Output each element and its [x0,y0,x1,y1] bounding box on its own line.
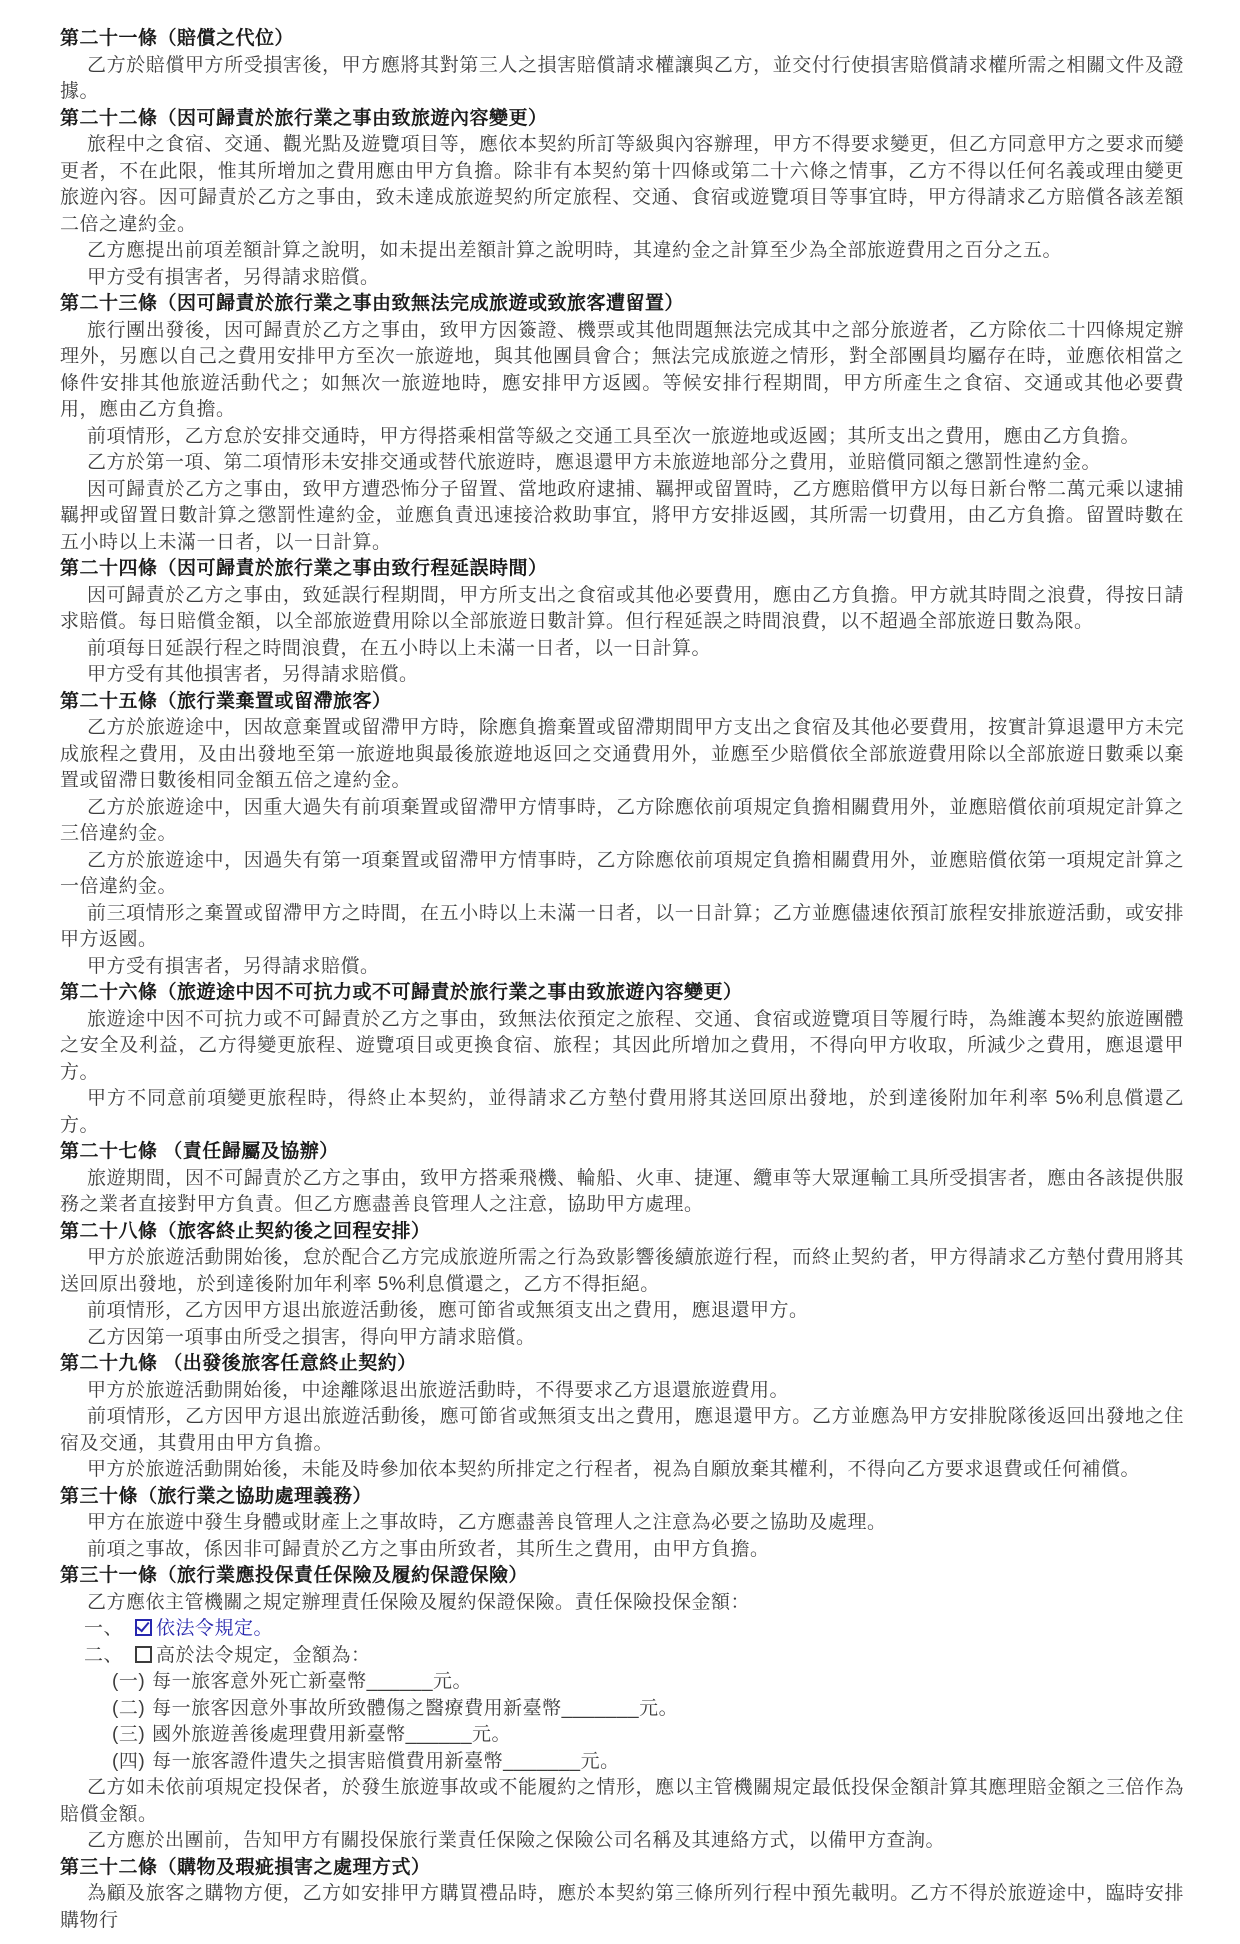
paragraph: 乙方於旅遊途中，因故意棄置或留滯甲方時，除應負擔棄置或留滯期間甲方支出之食宿及其他必要費用，按實計算退還甲方未完成旅程之費用，及由出發地至第一旅遊地與最後旅遊地返回之交通費用外，並應至少賠償依全部旅遊費用除以全部旅遊日數乘以棄置或留滯日數後相同金額五倍之違約金。 [60,717,1184,791]
paragraph: 為顧及旅客之購物方便，乙方如安排甲方購買禮品時，應於本契約第三條所列行程中預先載明。乙方不得於旅遊途中，臨時安排購物行 [60,1883,1184,1931]
article-heading: 第二十五條（旅行業棄置或留滯旅客） [60,690,392,712]
article-heading: 第二十一條（賠償之代位） [60,28,295,49]
article-heading: 第二十七條 （責任歸屬及協辦） [60,1141,339,1162]
insurance-amount-item [60,1722,1184,1749]
paragraph: 旅遊途中因不可抗力或不可歸責於乙方之事由，致無法依預定之旅程、交通、食宿或遊覽項目等履行時，為維護本契約旅遊團體之安全及利益，乙方得變更旅程、遊覽項目或更換食宿、旅程；其因此所增加之費用，不得向甲方收取，所減少之費用，應退還甲方。 [60,1008,1184,1083]
article-heading: 第二十九條 （出發後旅客任意終止契約） [60,1353,417,1374]
checkbox-unchecked-icon[interactable] [135,1646,152,1663]
paragraph: 乙方應於出團前，告知甲方有關投保旅行業責任保險之保險公司名稱及其連絡方式，以備甲方查詢。 [87,1830,946,1851]
checkbox-checked-icon[interactable] [135,1619,152,1636]
insurance-option-item [60,1616,1184,1643]
paragraph: 甲方在旅遊中發生身體或財產上之事故時，乙方應盡善良管理人之注意為必要之協助及處理。 [87,1512,887,1533]
paragraph: 前三項情形之棄置或留滯甲方之時間，在五小時以上未滿一日者，以一日計算；乙方並應儘速依預訂旅程安排旅遊活動，或安排甲方返國。 [60,902,1184,950]
article-heading: 第二十六條（旅遊途中因不可抗力或不可歸責於旅行業之事由致旅遊內容變更） [60,982,743,1003]
sub-item-number: (三) [112,1724,146,1745]
paragraph: 甲方不同意前項變更旅程時，得終止本契約，並得請求乙方墊付費用將其送回原出發地，於到達後附加年利率 5%利息償還乙方。 [60,1088,1184,1136]
document-body [60,26,1184,1934]
paragraph: 旅行團出發後，因可歸責於乙方之事由，致甲方因簽證、機票或其他問題無法完成其中之部分旅遊者，乙方除依二十四條規定辦理外，另應以自己之費用安排甲方至次一旅遊地，與其他團員會合；無法完成旅遊之情形，對全部團員均屬存在時，並應依相當之條件安排其他旅遊活動代之；如無次一旅遊地時，應安排甲方返國。等候安排行程期間，甲方所產生之食宿、交通或其他必要費用，應由乙方負擔。 [60,319,1184,420]
paragraph: 旅程中之食宿、交通、觀光點及遊覽項目等，應依本契約所訂等級與內容辦理，甲方不得要求變更，但乙方同意甲方之要求而變更者，不在此限，惟其所增加之費用應由甲方負擔。除非有本契約第十四條或第二十六條之情事，乙方不得以任何名義或理由變更旅遊內容。因可歸責於乙方之事由，致未達成旅遊契約所定旅程、交通、食宿或遊覽項目等事宜時，甲方得請求乙方賠償各該差額二倍之違約金。 [60,134,1184,235]
paragraph: 乙方於旅遊途中，因過失有第一項棄置或留滯甲方情事時，乙方除應依前項規定負擔相關費用外，並應賠償依第一項規定計算之一倍違約金。 [60,849,1184,897]
option-label: 依法令規定。 [156,1618,274,1639]
sub-item-label: 每一旅客意外死亡新臺幣______元。 [152,1671,473,1692]
paragraph: 乙方應提出前項差額計算之說明，如未提出差額計算之說明時，其違約金之計算至少為全部旅遊費用之百分之五。 [87,240,1063,261]
paragraph: 乙方應依主管機關之規定辦理責任保險及履約保證保險。責任保險投保金額： [87,1591,751,1613]
sub-item-label: 每一旅客因意外事故所致體傷之醫療費用新臺幣_______元。 [152,1697,679,1719]
article-heading: 第二十四條（因可歸責於旅行業之事由致行程延誤時間） [60,558,548,579]
insurance-amount-item [60,1749,1184,1776]
paragraph: 乙方於第一項、第二項情形未安排交通或替代旅遊時，應退還甲方未旅遊地部分之費用，並賠償同額之懲罰性違約金。 [87,452,1102,473]
paragraph: 乙方於旅遊途中，因重大過失有前項棄置或留滯甲方情事時，乙方除應依前項規定負擔相關費用外，並應賠償依前項規定計算之三倍違約金。 [60,796,1184,844]
article-heading: 第二十三條（因可歸責於旅行業之事由致無法完成旅遊或致旅客遭留置） [60,293,685,314]
paragraph: 前項情形，乙方怠於安排交通時，甲方得搭乘相當等級之交通工具至次一旅遊地或返國；其所支出之費用，應由乙方負擔。 [87,425,1141,447]
paragraph: 甲方於旅遊活動開始後，怠於配合乙方完成旅遊所需之行為致影響後續旅遊行程，而終止契約者，甲方得請求乙方墊付費用將其送回原出發地，於到達後附加年利率 5%利息償還之，乙方不得拒絕。 [60,1247,1184,1295]
article-heading: 第三十二條（購物及瑕疵損害之處理方式） [60,1856,431,1878]
option-number: 一、 [84,1618,124,1639]
paragraph: 前項情形，乙方因甲方退出旅遊活動後，應可節省或無須支出之費用，應退還甲方。乙方並應為甲方安排脫隊後返回出發地之住宿及交通，其費用由甲方負擔。 [60,1406,1184,1454]
paragraph: 乙方於賠償甲方所受損害後，甲方應將其對第三人之損害賠償請求權讓與乙方，並交付行使損害賠償請求權所需之相關文件及證據。 [60,54,1184,102]
insurance-option-item [60,1643,1184,1670]
paragraph: 前項每日延誤行程之時間浪費，在五小時以上未滿一日者，以一日計算。 [87,637,712,659]
insurance-amount-item [60,1696,1184,1723]
article-heading: 第二十八條（旅客終止契約後之回程安排） [60,1220,431,1242]
article-heading: 第三十條（旅行業之協助處理義務） [60,1485,373,1507]
paragraph: 前項情形，乙方因甲方退出旅遊活動後，應可節省或無須支出之費用，應退還甲方。 [87,1300,809,1321]
paragraph: 旅遊期間，因不可歸責於乙方之事由，致甲方搭乘飛機、輪船、火車、捷運、纜車等大眾運輸工具所受損害者，應由各該提供服務之業者直接對甲方負責。但乙方應盡善良管理人之注意，協助甲方處理。 [60,1167,1184,1215]
paragraph: 因可歸責於乙方之事由，致延誤行程期間，甲方所支出之食宿或其他必要費用，應由乙方負擔。甲方就其時間之浪費，得按日請求賠償。每日賠償金額，以全部旅遊費用除以全部旅遊日數計算。但行程延誤之時間浪費，以不超過全部旅遊日數為限。 [60,584,1184,632]
paragraph: 乙方如未依前項規定投保者，於發生旅遊事故或不能履約之情形，應以主管機關規定最低投保金額計算其應理賠金額之三倍作為賠償金額。 [60,1777,1184,1825]
sub-item-number: (四) [112,1750,146,1772]
sub-item-label: 國外旅遊善後處理費用新臺幣______元。 [152,1724,512,1745]
article-heading: 第二十二條（因可歸責於旅行業之事由致旅遊內容變更） [60,107,548,129]
sub-item-label: 每一旅客證件遺失之損害賠償費用新臺幣_______元。 [152,1750,620,1772]
paragraph: 甲方受有損害者，另得請求賠償。 [87,266,380,288]
insurance-amount-item [60,1669,1184,1696]
article-heading: 第三十一條（旅行業應投保責任保險及履約保證保險） [60,1565,529,1586]
sub-item-number: (二) [112,1697,146,1719]
paragraph: 乙方因第一項事由所受之損害，得向甲方請求賠償。 [87,1326,536,1348]
sub-item-number: (一) [112,1671,146,1692]
paragraph: 甲方受有其他損害者，另得請求賠償。 [87,664,419,685]
option-number: 二、 [84,1644,124,1666]
paragraph: 甲方於旅遊活動開始後，未能及時參加依本契約所排定之行程者，視為自願放棄其權利，不得向乙方要求退費或任何補償。 [87,1459,1141,1480]
paragraph: 因可歸責於乙方之事由，致甲方遭恐怖分子留置、當地政府逮捕、羈押或留置時，乙方應賠償甲方以每日新台幣二萬元乘以逮捕羈押或留置日數計算之懲罰性違約金，並應負責迅速接洽救助事宜，將甲方安排返國，其所需一切費用，由乙方負擔。留置時數在五小時以上未滿一日者，以一日計算。 [60,478,1184,553]
paragraph: 甲方受有損害者，另得請求賠償。 [87,955,380,977]
option-label: 高於法令規定，金額為： [156,1644,371,1666]
paragraph: 甲方於旅遊活動開始後，中途離隊退出旅遊活動時，不得要求乙方退還旅遊費用。 [87,1379,790,1401]
paragraph: 前項之事故，係因非可歸責於乙方之事由所致者，其所生之費用，由甲方負擔。 [87,1538,770,1560]
